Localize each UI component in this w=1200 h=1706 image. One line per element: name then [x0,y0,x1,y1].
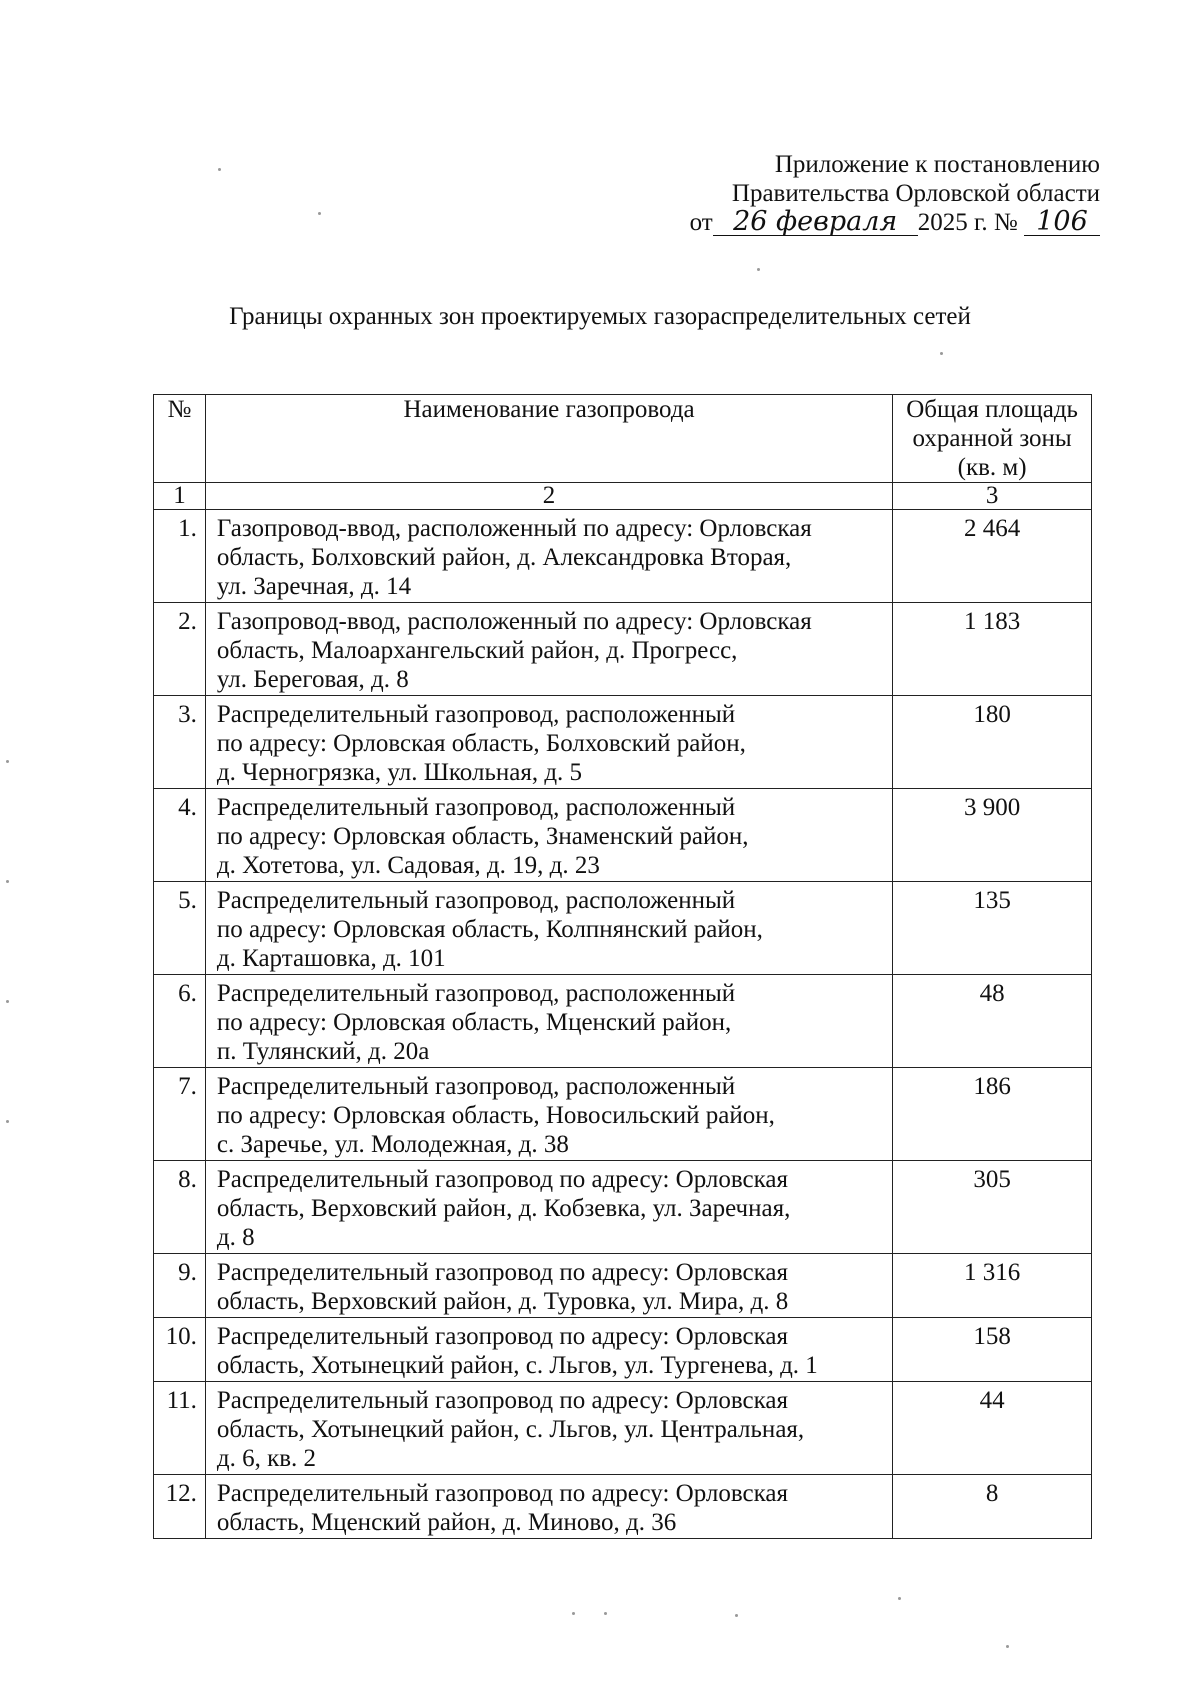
table-row [154,789,1092,882]
header-pipeline-name: Наименование газопровода [205,395,892,483]
pipeline-name-line: д. 6, кв. 2 [216,1445,317,1472]
table-row [154,882,1092,975]
scan-speck [6,880,9,883]
row-number: 8. [154,1161,206,1254]
column-index: 1 [154,483,206,510]
zone-area: 1 183 [893,603,1092,696]
pipeline-name-line: Газопровод-ввод, расположенный по адресу: Орловская [216,515,812,542]
header-area-line: (кв. м) [957,454,1027,481]
pipeline-name [205,1254,892,1318]
header-area-line: Общая площадь [906,396,1078,423]
pipeline-name [205,510,892,603]
row-number: 11. [154,1382,206,1475]
zone-area: 1 316 [893,1254,1092,1318]
pipeline-name [205,1161,892,1254]
pipeline-name-line: область, Малоархангельский район, д. Прогресс, [216,637,738,664]
pipeline-name-line: Распределительный газопровод, расположенный [216,794,736,821]
pipeline-name [205,789,892,882]
header-number: № [154,395,206,483]
row-number: 12. [154,1475,206,1539]
pipeline-name [205,1475,892,1539]
table-row [154,603,1092,696]
date-prefix: от [689,209,713,236]
pipeline-name-line: п. Тулянский, д. 20а [216,1038,430,1065]
scan-speck [757,268,760,271]
header-area [893,395,1092,483]
pipeline-name-line: Распределительный газопровод по адресу: Орловская [216,1480,788,1507]
zone-area: 186 [893,1068,1092,1161]
appendix-line-1: Приложение к постановлению [774,151,1100,178]
pipeline-name-line: д. Хотетова, ул. Садовая, д. 19, д. 23 [216,852,600,879]
row-number: 3. [154,696,206,789]
scan-speck [6,760,9,763]
pipeline-name [205,1318,892,1382]
pipeline-name-line: область, Верховский район, д. Кобзевка, ул. Заречная, [216,1195,791,1222]
pipeline-name-line: Распределительный газопровод, расположенный [216,1073,736,1100]
pipeline-name-line: Распределительный газопровод по адресу: Орловская [216,1323,788,1350]
pipeline-name-line: область, Болховский район, д. Александровка Вторая, [216,544,792,571]
handwritten-date: 26 февраля [713,209,918,236]
table-row [154,1068,1092,1161]
table-row [154,1382,1092,1475]
zone-area: 305 [893,1161,1092,1254]
zone-area: 48 [893,975,1092,1068]
row-number: 5. [154,882,206,975]
row-number: 10. [154,1318,206,1382]
scan-speck [940,352,943,355]
pipeline-name-line: д. 8 [216,1224,255,1251]
table-body [154,510,1092,1539]
scan-speck [572,1612,575,1615]
row-number: 7. [154,1068,206,1161]
pipeline-name-line: д. Черногрязка, ул. Школьная, д. 5 [216,759,583,786]
zone-area: 8 [893,1475,1092,1539]
scan-speck [6,1120,9,1123]
table-row [154,975,1092,1068]
pipeline-name-line: с. Заречье, ул. Молодежная, д. 38 [216,1131,569,1158]
table-row [154,510,1092,603]
zone-area: 2 464 [893,510,1092,603]
pipeline-name-line: Распределительный газопровод по адресу: Орловская [216,1166,788,1193]
pipeline-name-line: Распределительный газопровод, расположенный [216,887,736,914]
column-index-row [154,483,1092,510]
column-index: 2 [205,483,892,510]
pipeline-name-line: Распределительный газопровод, расположенный [216,980,736,1007]
row-number: 1. [154,510,206,603]
scan-speck [604,1612,607,1615]
zone-area: 158 [893,1318,1092,1382]
pipeline-name [205,1068,892,1161]
pipeline-name-line: область, Хотынецкий район, с. Льгов, ул. Центральная, [216,1416,805,1443]
scan-speck [6,1000,9,1003]
header-area-line: охранной зоны [912,425,1072,452]
pipeline-name-line: Распределительный газопровод, расположенный [216,701,736,728]
column-index: 3 [893,483,1092,510]
zone-area: 180 [893,696,1092,789]
row-number: 4. [154,789,206,882]
scan-speck [735,1614,738,1617]
year-text: 2025 г. № [917,209,1018,236]
pipeline-name-line: ул. Береговая, д. 8 [216,666,409,693]
pipeline-name-line: по адресу: Орловская область, Мценский район, [216,1009,732,1036]
scan-speck [218,168,221,171]
appendix-date-line [600,208,1100,237]
protection-zones-table [153,394,1092,1539]
pipeline-name-line: по адресу: Орловская область, Знаменский район, [216,823,749,850]
pipeline-name [205,696,892,789]
pipeline-name-line: по адресу: Орловская область, Новосильский район, [216,1102,775,1129]
pipeline-name [205,882,892,975]
table-row [154,1475,1092,1539]
pipeline-name [205,975,892,1068]
row-number: 2. [154,603,206,696]
pipeline-name-line: Газопровод-ввод, расположенный по адресу: Орловская [216,608,812,635]
row-number: 9. [154,1254,206,1318]
zone-area: 44 [893,1382,1092,1475]
appendix-header [600,150,1100,237]
table-row [154,1318,1092,1382]
pipeline-name [205,1382,892,1475]
pipeline-name-line: по адресу: Орловская область, Колпнянский район, [216,916,763,943]
zone-area: 3 900 [893,789,1092,882]
scan-speck [898,1597,901,1600]
table-header-row [154,395,1092,483]
pipeline-name-line: Распределительный газопровод по адресу: Орловская [216,1259,788,1286]
pipeline-name-line: по адресу: Орловская область, Болховский район, [216,730,746,757]
scan-speck [1006,1645,1009,1648]
row-number: 6. [154,975,206,1068]
handwritten-number: 106 [1024,209,1100,236]
table-row [154,1161,1092,1254]
pipeline-name-line: область, Мценский район, д. Миново, д. 36 [216,1509,677,1536]
appendix-line-2: Правительства Орловской области [731,180,1100,207]
pipeline-name-line: область, Верховский район, д. Туровка, ул. Мира, д. 8 [216,1288,789,1315]
pipeline-name [205,603,892,696]
pipeline-name-line: Распределительный газопровод по адресу: Орловская [216,1387,788,1414]
pipeline-name-line: область, Хотынецкий район, с. Льгов, ул. Тургенева, д. 1 [216,1352,818,1379]
scan-speck [318,212,321,215]
document-title: Границы охранных зон проектируемых газораспределительных сетей [229,303,971,330]
zone-area: 135 [893,882,1092,975]
table-row [154,1254,1092,1318]
table-row [154,696,1092,789]
pipeline-name-line: ул. Заречная, д. 14 [216,573,412,600]
pipeline-name-line: д. Карташовка, д. 101 [216,945,446,972]
